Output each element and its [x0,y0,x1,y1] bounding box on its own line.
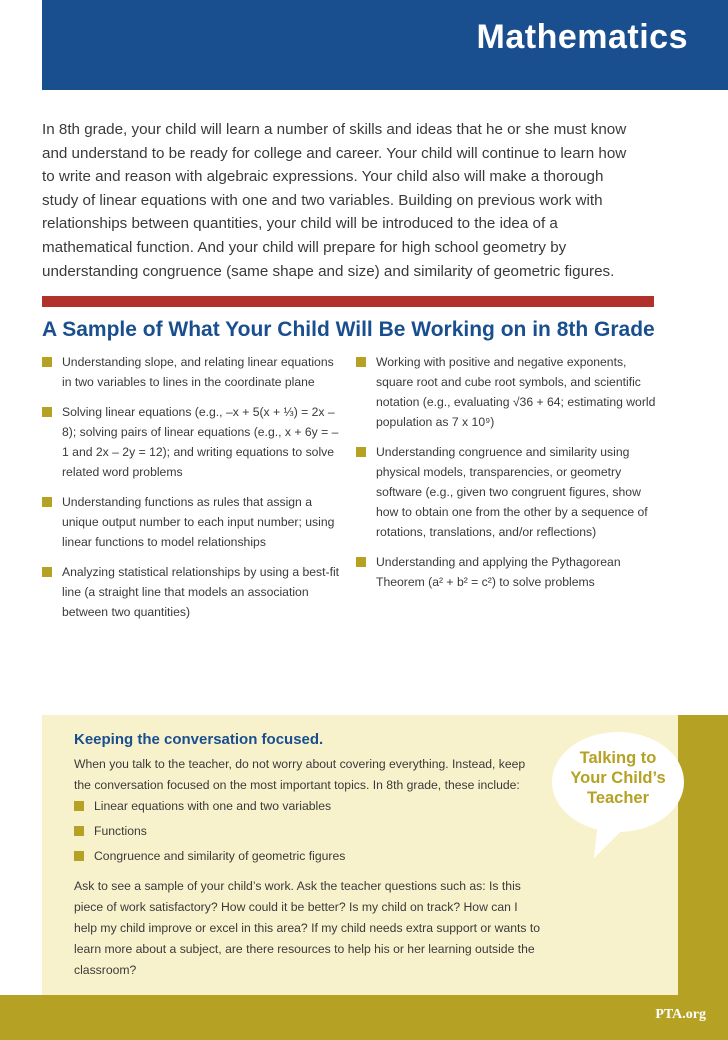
list-item [42,402,342,482]
bubble-line: Teacher [586,789,650,807]
page-title: Mathematics [476,18,688,56]
section-heading: A Sample of What Your Child Will Be Working on in 8th Grade [42,318,655,341]
left-column [42,352,342,632]
panel-heading: Keeping the conversation focused. [74,731,324,748]
header-bar [42,0,728,90]
right-column [356,352,656,602]
list-item-text: Understanding slope, and relating linear equations in two variables to lines in the coordinate plane [62,355,334,389]
list-item [42,492,342,552]
intro-paragraph: In 8th grade, your child will learn a number of skills and ideas that he or she must know and understand to be ready for college and career. Your child will continue to learn how to write and reason with algebraic expressions. Your child also will make a thorough study of linear equations with one and two variables. Building on previous work with relationships between quantities, your child will be introduced to the idea of a mathematical function. And your child will prepare for high school geometry by understanding congruence (same shape and size) and similarity of geometric figures. [42,121,627,280]
list-item-text: Understanding functions as rules that assign a unique output number to each input number; using linear functions to model relationships [62,495,335,549]
list-item-text: Understanding and applying the Pythagorean Theorem (a² + b² = c²) to solve problems [376,555,621,589]
bullet-square-icon [356,557,366,567]
list-item-text: Linear equations with one and two variables [94,799,332,813]
bullet-square-icon [42,357,52,367]
footer-bar [0,995,728,1040]
bullet-square-icon [74,851,84,861]
list-item-text: Solving linear equations (e.g., –x + 5(x + ⅓) = 2x – 8); solving pairs of linear equations (e.g., x + 6y = –1 and 2x – 2y = 12); and writing equations to solve related word problems [62,405,339,479]
list-item [74,796,544,816]
list-item-text: Congruence and similarity of geometric figures [94,849,346,863]
bubble-line: Your Child’s [570,769,666,787]
panel-intro: When you talk to the teacher, do not worry about covering everything. Instead, keep the conversation focused on the most important topics. In 8th grade, these include: [74,757,526,792]
list-item-text: Analyzing statistical relationships by using a best-fit line (a straight line that models an association between two quantities) [62,565,340,619]
list-item [42,352,342,392]
section-divider [42,296,654,307]
bullet-square-icon [42,407,52,417]
panel-topic-list [74,796,544,871]
list-item [74,846,544,866]
list-item-text: Understanding congruence and similarity using physical models, transparencies, or geometry software (e.g., given two congruent figures, show how to obtain one from the other by a sequence of rotations, translations, and/or reflections) [376,445,648,539]
bullet-square-icon [74,826,84,836]
bullet-square-icon [356,357,366,367]
bullet-square-icon [74,801,84,811]
list-item-text: Functions [94,824,147,838]
bullet-square-icon [42,567,52,577]
list-item [42,562,342,622]
bubble-text [554,748,682,808]
bullet-square-icon [42,497,52,507]
list-item-text: Working with positive and negative exponents, square root and cube root symbols, and scientific notation (e.g., evaluating √36 + 64; estimating world population as 7 x 10⁹) [376,355,656,429]
panel-questions: Ask to see a sample of your child’s work. Ask the teacher questions such as: Is this piece of work satisfactory? How could it be better? Is my child on track? How can I help my child improve or excel in this area? If my child needs extra support or wants to learn more about a subject, are there resources to help his or her learning outside the classroom? [74,879,541,977]
list-item [356,442,656,542]
bubble-line: Talking to [579,749,657,767]
bullet-square-icon [356,447,366,457]
list-item [74,821,544,841]
list-item [356,552,656,592]
speech-bubble-icon [548,730,688,850]
footer-brand: PTA.org [655,1007,706,1022]
list-item [356,352,656,432]
